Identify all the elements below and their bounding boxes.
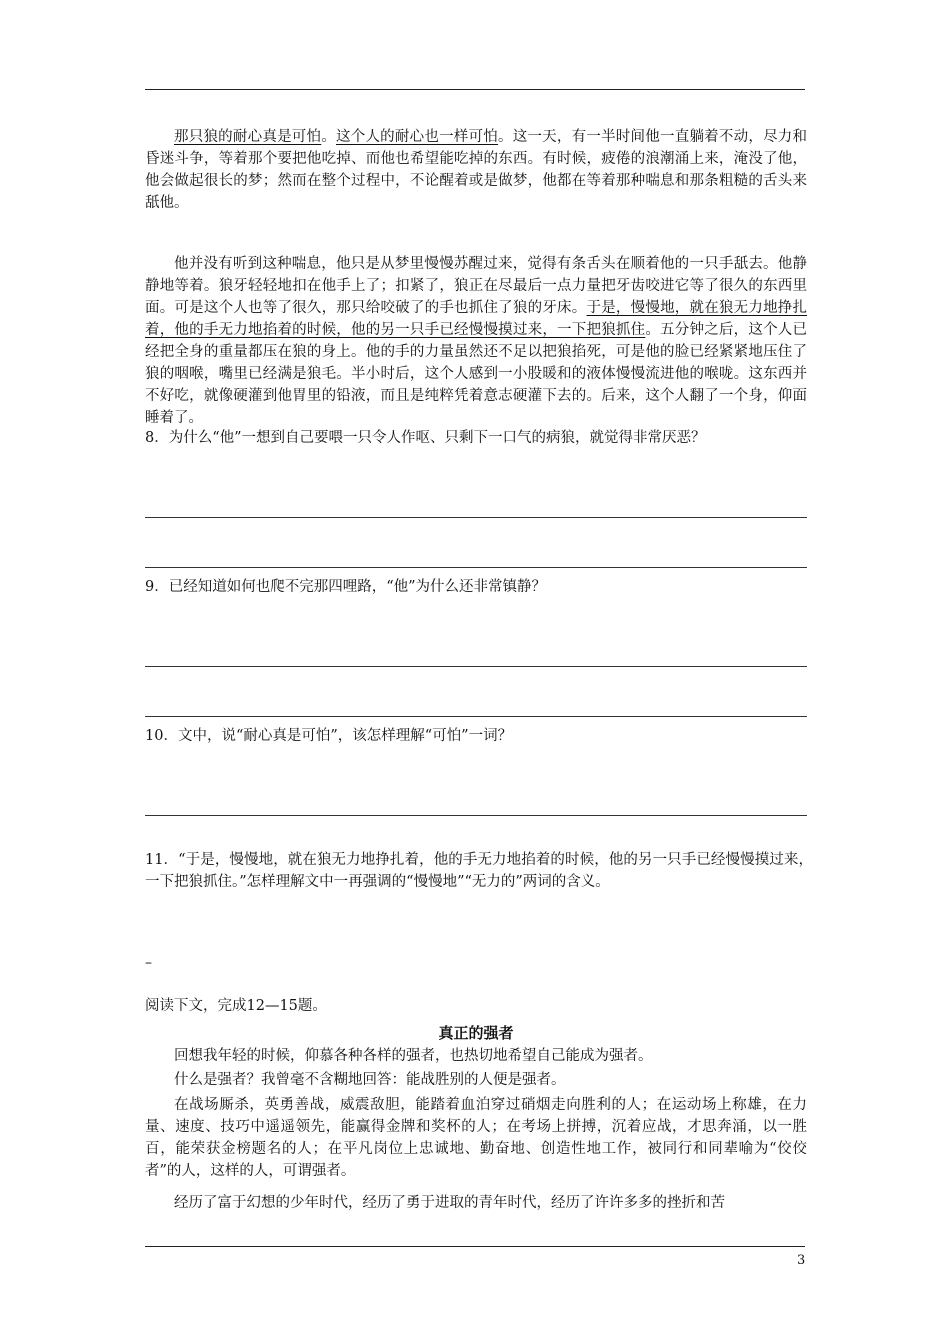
underlined-sentence-wolf: 那只狼的耐心真是可怕 bbox=[174, 129, 322, 145]
question-10: 10．文中，说“耐心真是可怕”，该怎样理解“可怕”一词？ bbox=[145, 728, 513, 744]
answer-line-8a[interactable] bbox=[145, 517, 807, 518]
footer-rule bbox=[145, 1246, 805, 1247]
passage2-paragraph1: 回想我年轻的时候，仰慕各种各样的强者，也热切地希望自己能成为强者。 bbox=[174, 1048, 653, 1064]
passage2-paragraph2: 什么是强者？我曾毫不含糊地回答：能战胜别的人便是强者。 bbox=[174, 1072, 566, 1088]
question-9: 9．已经知道如何也爬不完那四哩路，“他”为什么还非常镇静？ bbox=[145, 579, 547, 595]
answer-line-9a[interactable] bbox=[145, 666, 807, 667]
underlined-sentence-grab: 于是，慢慢地，就在狼无力地挣扎着，他的手无力地掐着的时候，他的另一只手已经慢慢摸过来，一下把狼抓住 bbox=[145, 300, 808, 338]
answer-line-9b[interactable] bbox=[145, 716, 807, 717]
passage1-paragraph1: 那只狼的耐心真是可怕。这个人的耐心也一样可怕。这一天，有一半时间他一直躺着不动，尽力和昏迷斗争，等着那个要把他吃掉、而他也希望能吃掉的东西。有时候，疲倦的浪潮涌上来，淹没了他，他会做起很长的梦；然而在整个过程中，不论醒着或是做梦，他都在等着那种喘息和那条粗糙的舌头来舐他。 bbox=[145, 129, 808, 211]
passage1-paragraph2: 他并没有听到这种喘息，他只是从梦里慢慢苏醒过来，觉得有条舌头在顺着他的一只手舐去。他静静地等着。狼牙轻轻地扣在他手上了；扣紧了，狼正在尽最后一点力量把牙齿咬进它等了很久的东西里面。可是这个人也等了很久，那只给咬破了的手也抓住了狼的牙床。于是，慢慢地，就在狼无力地挣扎着，他的手无力地掐着的时候，他的另一只手已经慢慢摸过来，一下把狼抓住。五分钟之后，这个人已经把全身的重量都压在狼的身上。他的手的力量虽然还不足以把狼掐死，可是他的脸已经紧紧地压住了狼的咽喉，嘴里已经满是狼毛。半小时后，这个人感到一小股暖和的液体慢慢流进他的喉咙。这东西并不好吃，就像硬灌到他胃里的铅液，而且是纯粹凭着意志硬灌下去的。后来，这个人翻了一个身，仰面睡着了。 bbox=[145, 256, 808, 426]
stray-dash: – bbox=[145, 955, 152, 971]
article-title: 真正的强者 bbox=[438, 1024, 514, 1042]
header-rule bbox=[145, 89, 805, 90]
answer-line-8b[interactable] bbox=[145, 567, 807, 568]
question-8: 8．为什么“他”一想到自己要喂一只令人作呕、只剩下一口气的病狼，就觉得非常厌恶？ bbox=[145, 430, 706, 446]
passage2-paragraph3: 在战场厮杀，英勇善战，威震敌胆，能踏着血泊穿过硝烟走向胜利的人；在运动场上称雄，在力量、速度、技巧中遥遥领先，能赢得金牌和奖杯的人；在考场上拼搏，沉着应战，才思奔涌，以一胜百，能荣获金榜题名的人；在平凡岗位上忠诚地、勤奋地、创造性地工作，被同行和同辈喻为“佼佼者”的人，这样的人，可谓强者。 bbox=[145, 1097, 807, 1179]
underlined-sentence-man: 这个人的耐心也一样可怕 bbox=[336, 129, 498, 145]
passage2-paragraph4: 经历了富于幻想的少年时代，经历了勇于进取的青年时代，经历了许许多多的挫折和苦 bbox=[174, 1195, 725, 1211]
page-number: 3 bbox=[797, 1253, 806, 1268]
answer-line-10[interactable] bbox=[145, 815, 807, 816]
question-11: 11．“于是，慢慢地，就在狼无力地挣扎着，他的手无力地掐着的时候，他的另一只手已经慢慢摸过来，一下把狼抓住。”怎样理解文中一再强调的“慢慢地”“无力的”两词的含义。 bbox=[145, 852, 813, 890]
reading-instruction: 阅读下文，完成12—15题。 bbox=[145, 998, 327, 1014]
